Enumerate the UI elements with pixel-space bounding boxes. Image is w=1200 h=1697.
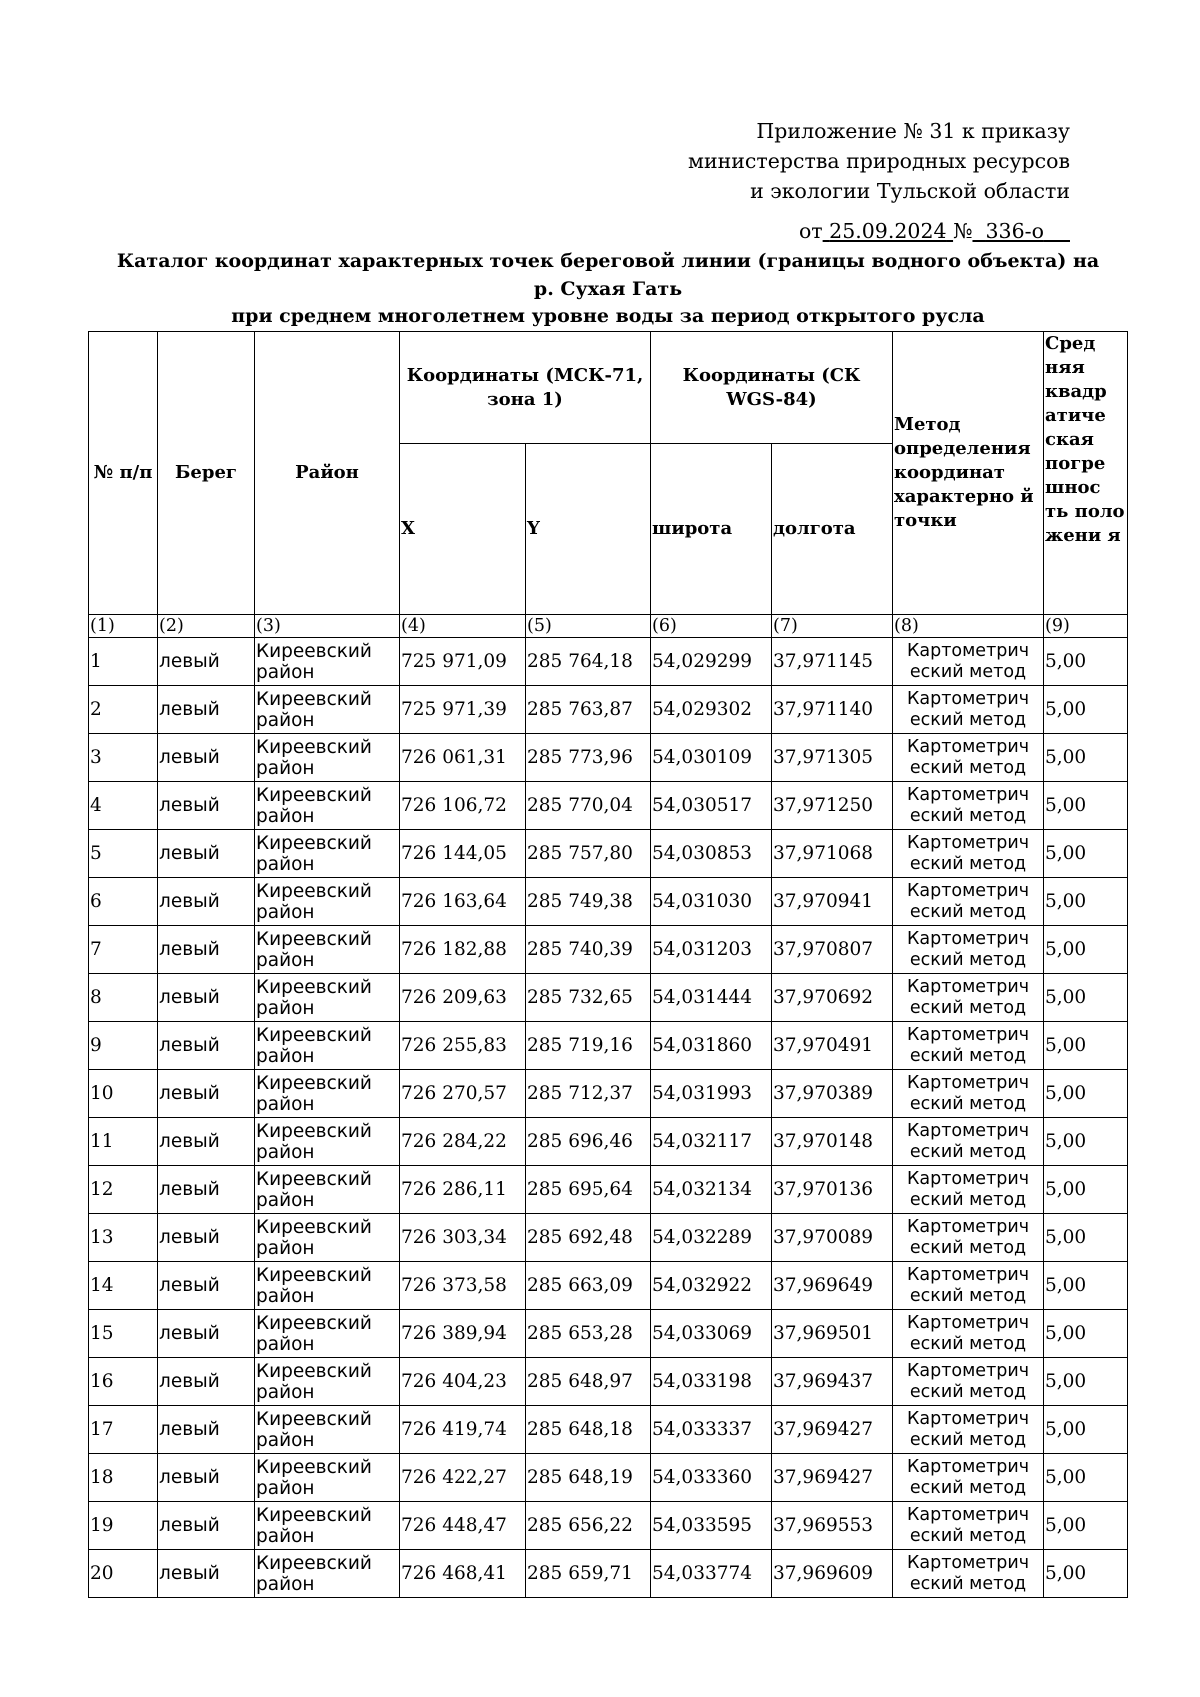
- cell-y: 285 656,22: [526, 1502, 651, 1550]
- cell-error: 5,00: [1044, 1118, 1128, 1166]
- cell-bank: левый: [158, 878, 255, 926]
- order-number-underlined: [972, 219, 1070, 243]
- cell-bank: левый: [158, 1118, 255, 1166]
- order-prefix: от: [798, 219, 823, 243]
- cell-x: 726 182,88: [400, 926, 526, 974]
- cell-y: 285 749,38: [526, 878, 651, 926]
- cell-bank: левый: [158, 1550, 255, 1598]
- cell-y: 285 659,71: [526, 1550, 651, 1598]
- cell-lon: 37,970148: [772, 1118, 893, 1166]
- cell-y: 285 695,64: [526, 1166, 651, 1214]
- cell-method: Картометрич еский метод: [893, 1214, 1044, 1262]
- cell-district: Киреевский район: [255, 830, 400, 878]
- cell-num: 7: [89, 926, 158, 974]
- cell-district: Киреевский район: [255, 974, 400, 1022]
- cell-error: 5,00: [1044, 1022, 1128, 1070]
- cell-method: Картометрич еский метод: [893, 1022, 1044, 1070]
- col-number: (5): [526, 615, 651, 638]
- cell-district: Киреевский район: [255, 1358, 400, 1406]
- cell-method: Картометрич еский метод: [893, 782, 1044, 830]
- cell-y: 285 757,80: [526, 830, 651, 878]
- cell-method: Картометрич еский метод: [893, 1358, 1044, 1406]
- cell-x: 726 303,34: [400, 1214, 526, 1262]
- cell-num: 11: [89, 1118, 158, 1166]
- cell-error: 5,00: [1044, 686, 1128, 734]
- cell-bank: левый: [158, 830, 255, 878]
- cell-lat: 54,033774: [651, 1550, 772, 1598]
- cell-method: Картометрич еский метод: [893, 1406, 1044, 1454]
- cell-x: 726 255,83: [400, 1022, 526, 1070]
- col-number: (6): [651, 615, 772, 638]
- cell-y: 285 648,18: [526, 1406, 651, 1454]
- cell-lon: 37,969437: [772, 1358, 893, 1406]
- cell-y: 285 712,37: [526, 1070, 651, 1118]
- cell-method: Картометрич еский метод: [893, 1310, 1044, 1358]
- order-date-underlined: [823, 219, 953, 243]
- table-row: [89, 1262, 1128, 1310]
- cell-method: Картометрич еский метод: [893, 638, 1044, 686]
- cell-lon: 37,971250: [772, 782, 893, 830]
- order-number-label: №: [953, 219, 973, 243]
- cell-lat: 54,029302: [651, 686, 772, 734]
- header-y: Y: [526, 444, 651, 615]
- cell-x: 726 061,31: [400, 734, 526, 782]
- cell-error: 5,00: [1044, 1262, 1128, 1310]
- cell-error: 5,00: [1044, 926, 1128, 974]
- cell-method: Картометрич еский метод: [893, 1502, 1044, 1550]
- cell-district: Киреевский район: [255, 1550, 400, 1598]
- cell-error: 5,00: [1044, 1454, 1128, 1502]
- cell-x: 726 404,23: [400, 1358, 526, 1406]
- header-num: № п/п: [89, 332, 158, 615]
- cell-x: 726 389,94: [400, 1310, 526, 1358]
- cell-lon: 37,969649: [772, 1262, 893, 1310]
- table-row: [89, 1166, 1128, 1214]
- title-line-3: при среднем многолетнем уровне воды за период открытого русла: [231, 305, 985, 327]
- cell-y: 285 648,97: [526, 1358, 651, 1406]
- cell-error: 5,00: [1044, 1310, 1128, 1358]
- cell-lon: 37,971140: [772, 686, 893, 734]
- cell-lon: 37,971068: [772, 830, 893, 878]
- table-row: [89, 1214, 1128, 1262]
- cell-lon: 37,969427: [772, 1406, 893, 1454]
- cell-lon: 37,969609: [772, 1550, 893, 1598]
- cell-num: 3: [89, 734, 158, 782]
- cell-lat: 54,029299: [651, 638, 772, 686]
- cell-district: Киреевский район: [255, 686, 400, 734]
- cell-num: 1: [89, 638, 158, 686]
- col-number: (8): [893, 615, 1044, 638]
- cell-method: Картометрич еский метод: [893, 974, 1044, 1022]
- cell-district: Киреевский район: [255, 1454, 400, 1502]
- cell-num: 6: [89, 878, 158, 926]
- cell-lat: 54,030517: [651, 782, 772, 830]
- cell-district: Киреевский район: [255, 1262, 400, 1310]
- document-title: [88, 248, 1128, 331]
- appendix-line-1: Приложение № 31 к приказу: [756, 119, 1070, 143]
- cell-y: 285 740,39: [526, 926, 651, 974]
- col-number: (1): [89, 615, 158, 638]
- cell-district: Киреевский район: [255, 1022, 400, 1070]
- cell-y: 285 770,04: [526, 782, 651, 830]
- cell-x: 725 971,39: [400, 686, 526, 734]
- cell-error: 5,00: [1044, 878, 1128, 926]
- cell-x: 726 270,57: [400, 1070, 526, 1118]
- cell-y: 285 648,19: [526, 1454, 651, 1502]
- cell-num: 4: [89, 782, 158, 830]
- cell-bank: левый: [158, 1406, 255, 1454]
- title-line-2: р. Сухая Гать: [533, 277, 683, 300]
- cell-x: 726 163,64: [400, 878, 526, 926]
- cell-y: 285 653,28: [526, 1310, 651, 1358]
- cell-bank: левый: [158, 1022, 255, 1070]
- cell-error: 5,00: [1044, 638, 1128, 686]
- cell-lon: 37,969501: [772, 1310, 893, 1358]
- cell-error: 5,00: [1044, 1166, 1128, 1214]
- cell-lon: 37,971305: [772, 734, 893, 782]
- cell-num: 20: [89, 1550, 158, 1598]
- cell-x: 726 106,72: [400, 782, 526, 830]
- col-number: (2): [158, 615, 255, 638]
- table-row: [89, 782, 1128, 830]
- cell-x: 725 971,09: [400, 638, 526, 686]
- cell-bank: левый: [158, 686, 255, 734]
- cell-district: Киреевский район: [255, 1310, 400, 1358]
- title-line-1: Каталог координат характерных точек береговой линии (границы водного объекта) на: [116, 250, 1100, 272]
- cell-num: 18: [89, 1454, 158, 1502]
- cell-method: Картометрич еский метод: [893, 926, 1044, 974]
- cell-error: 5,00: [1044, 1502, 1128, 1550]
- cell-method: Картометрич еский метод: [893, 878, 1044, 926]
- header-lat: широта: [651, 444, 772, 615]
- cell-num: 8: [89, 974, 158, 1022]
- cell-bank: левый: [158, 1214, 255, 1262]
- cell-error: 5,00: [1044, 1358, 1128, 1406]
- table-row: [89, 878, 1128, 926]
- cell-y: 285 692,48: [526, 1214, 651, 1262]
- cell-lon: 37,971145: [772, 638, 893, 686]
- cell-y: 285 696,46: [526, 1118, 651, 1166]
- cell-district: Киреевский район: [255, 1166, 400, 1214]
- cell-district: Киреевский район: [255, 1406, 400, 1454]
- col-number: (3): [255, 615, 400, 638]
- col-number: (4): [400, 615, 526, 638]
- col-number: (9): [1044, 615, 1128, 638]
- cell-num: 2: [89, 686, 158, 734]
- header-wgs: Координаты (СК WGS-84): [651, 332, 893, 444]
- cell-num: 16: [89, 1358, 158, 1406]
- header-bank: Берег: [158, 332, 255, 615]
- cell-num: 14: [89, 1262, 158, 1310]
- cell-num: 10: [89, 1070, 158, 1118]
- header-method: Метод определения координат характерно й точки: [893, 332, 1044, 615]
- cell-y: 285 763,87: [526, 686, 651, 734]
- cell-lon: 37,970491: [772, 1022, 893, 1070]
- cell-district: Киреевский район: [255, 782, 400, 830]
- table-body: [89, 638, 1128, 1598]
- cell-bank: левый: [158, 974, 255, 1022]
- cell-error: 5,00: [1044, 1550, 1128, 1598]
- cell-lat: 54,031860: [651, 1022, 772, 1070]
- header-district: Район: [255, 332, 400, 615]
- col-number: (7): [772, 615, 893, 638]
- table-row: [89, 926, 1128, 974]
- cell-method: Картометрич еский метод: [893, 686, 1044, 734]
- cell-y: 285 773,96: [526, 734, 651, 782]
- cell-method: Картометрич еский метод: [893, 1118, 1044, 1166]
- cell-lon: 37,970692: [772, 974, 893, 1022]
- appendix-line-3: и экологии Тульской области: [750, 179, 1070, 203]
- cell-lon: 37,969427: [772, 1454, 893, 1502]
- cell-y: 285 719,16: [526, 1022, 651, 1070]
- cell-method: Картометрич еский метод: [893, 1070, 1044, 1118]
- cell-lon: 37,970089: [772, 1214, 893, 1262]
- cell-district: Киреевский район: [255, 1502, 400, 1550]
- cell-bank: левый: [158, 782, 255, 830]
- cell-error: 5,00: [1044, 1214, 1128, 1262]
- cell-method: Картометрич еский метод: [893, 1550, 1044, 1598]
- cell-bank: левый: [158, 1310, 255, 1358]
- cell-district: Киреевский район: [255, 926, 400, 974]
- cell-num: 19: [89, 1502, 158, 1550]
- cell-lon: 37,970941: [772, 878, 893, 926]
- cell-x: 726 144,05: [400, 830, 526, 878]
- cell-lon: 37,970389: [772, 1070, 893, 1118]
- cell-x: 726 284,22: [400, 1118, 526, 1166]
- cell-num: 12: [89, 1166, 158, 1214]
- cell-error: 5,00: [1044, 1406, 1128, 1454]
- cell-num: 5: [89, 830, 158, 878]
- table-row: [89, 974, 1128, 1022]
- cell-district: Киреевский район: [255, 1214, 400, 1262]
- table-row: [89, 1022, 1128, 1070]
- cell-method: Картометрич еский метод: [893, 1262, 1044, 1310]
- cell-lat: 54,032134: [651, 1166, 772, 1214]
- cell-district: Киреевский район: [255, 878, 400, 926]
- cell-x: 726 468,41: [400, 1550, 526, 1598]
- cell-x: 726 419,74: [400, 1406, 526, 1454]
- cell-method: Картометрич еский метод: [893, 734, 1044, 782]
- coordinates-table: [88, 331, 1128, 1598]
- cell-lon: 37,970136: [772, 1166, 893, 1214]
- table-row: [89, 1454, 1128, 1502]
- cell-lat: 54,032922: [651, 1262, 772, 1310]
- table-row: [89, 1502, 1128, 1550]
- cell-lon: 37,969553: [772, 1502, 893, 1550]
- cell-district: Киреевский район: [255, 1070, 400, 1118]
- cell-x: 726 373,58: [400, 1262, 526, 1310]
- table-row: [89, 1358, 1128, 1406]
- cell-lon: 37,970807: [772, 926, 893, 974]
- table-row: [89, 830, 1128, 878]
- cell-error: 5,00: [1044, 782, 1128, 830]
- cell-bank: левый: [158, 638, 255, 686]
- cell-district: Киреевский район: [255, 638, 400, 686]
- cell-district: Киреевский район: [255, 1118, 400, 1166]
- cell-bank: левый: [158, 1454, 255, 1502]
- cell-y: 285 732,65: [526, 974, 651, 1022]
- header-error: Сред няя квадр атиче ская погре шнос ть поло жени я: [1044, 332, 1128, 615]
- cell-lat: 54,031203: [651, 926, 772, 974]
- cell-x: 726 286,11: [400, 1166, 526, 1214]
- cell-error: 5,00: [1044, 1070, 1128, 1118]
- table-row: [89, 1070, 1128, 1118]
- cell-lat: 54,031444: [651, 974, 772, 1022]
- table-row: [89, 1310, 1128, 1358]
- table-row: [89, 1118, 1128, 1166]
- header-x: X: [400, 444, 526, 615]
- order-date: 25.09.2024: [829, 219, 947, 243]
- cell-bank: левый: [158, 1070, 255, 1118]
- table-row: [89, 1550, 1128, 1598]
- table-row: [89, 1406, 1128, 1454]
- cell-num: 17: [89, 1406, 158, 1454]
- order-number: 336-о: [985, 219, 1044, 243]
- header-msk: Координаты (МСК-71, зона 1): [400, 332, 651, 444]
- cell-lat: 54,033337: [651, 1406, 772, 1454]
- cell-lat: 54,033069: [651, 1310, 772, 1358]
- cell-district: Киреевский район: [255, 734, 400, 782]
- cell-error: 5,00: [1044, 734, 1128, 782]
- cell-lat: 54,030853: [651, 830, 772, 878]
- cell-lat: 54,033595: [651, 1502, 772, 1550]
- cell-method: Картометрич еский метод: [893, 1166, 1044, 1214]
- cell-bank: левый: [158, 1262, 255, 1310]
- appendix-block: [688, 116, 1070, 206]
- appendix-line-2: министерства природных ресурсов: [688, 149, 1070, 173]
- cell-num: 9: [89, 1022, 158, 1070]
- cell-lat: 54,032289: [651, 1214, 772, 1262]
- cell-y: 285 764,18: [526, 638, 651, 686]
- cell-bank: левый: [158, 1166, 255, 1214]
- cell-lat: 54,030109: [651, 734, 772, 782]
- table-row: [89, 686, 1128, 734]
- cell-lat: 54,033360: [651, 1454, 772, 1502]
- cell-lat: 54,031030: [651, 878, 772, 926]
- cell-y: 285 663,09: [526, 1262, 651, 1310]
- cell-bank: левый: [158, 734, 255, 782]
- cell-num: 15: [89, 1310, 158, 1358]
- table-row: [89, 638, 1128, 686]
- cell-bank: левый: [158, 1358, 255, 1406]
- cell-x: 726 422,27: [400, 1454, 526, 1502]
- cell-error: 5,00: [1044, 974, 1128, 1022]
- table-row: [89, 734, 1128, 782]
- cell-lat: 54,031993: [651, 1070, 772, 1118]
- cell-lat: 54,032117: [651, 1118, 772, 1166]
- cell-x: 726 209,63: [400, 974, 526, 1022]
- header-lon: долгота: [772, 444, 893, 615]
- cell-error: 5,00: [1044, 830, 1128, 878]
- cell-method: Картометрич еский метод: [893, 1454, 1044, 1502]
- cell-method: Картометрич еский метод: [893, 830, 1044, 878]
- cell-x: 726 448,47: [400, 1502, 526, 1550]
- cell-bank: левый: [158, 1502, 255, 1550]
- cell-bank: левый: [158, 926, 255, 974]
- order-reference: [799, 216, 1070, 246]
- cell-lat: 54,033198: [651, 1358, 772, 1406]
- column-number-row: [89, 615, 1128, 638]
- cell-num: 13: [89, 1214, 158, 1262]
